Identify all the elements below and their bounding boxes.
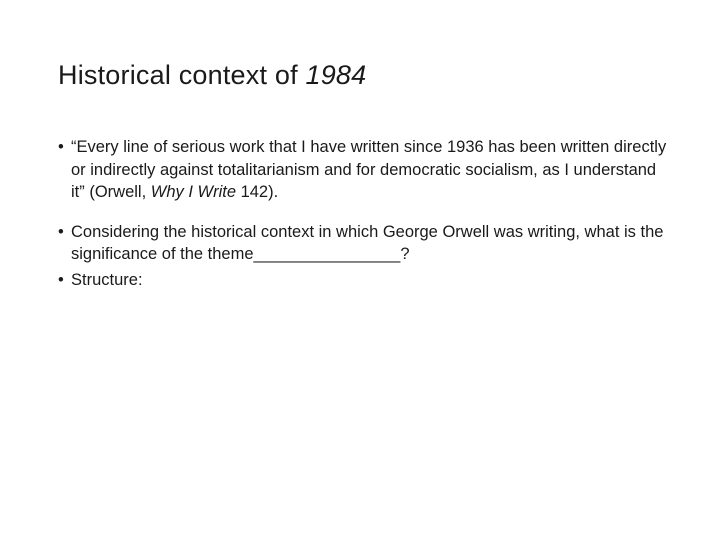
quote-text-before: “Every line of serious work that I have written since 1936 has been written directly or indirectly against totalitarianism and for democratic socialism, as I understand it” (Orwell,: [71, 138, 667, 201]
bullet-question: [58, 221, 668, 266]
slide-title: [58, 60, 366, 91]
bullet-dot: •: [58, 270, 64, 289]
bullet-dot: •: [58, 222, 64, 241]
bullet-quote: [58, 136, 668, 204]
bullet-list: [58, 136, 668, 291]
bullet-structure: [58, 269, 668, 292]
title-prefix: Historical context of: [58, 60, 306, 90]
quote-source-title: Why I Write: [150, 183, 236, 201]
question-text: Considering the historical context in which George Orwell was writing, what is the significance of the theme________________?: [71, 222, 664, 263]
bullet-dot: •: [58, 138, 64, 156]
quote-text-after: 142).: [236, 183, 279, 201]
title-work: 1984: [305, 60, 367, 90]
structure-text: Structure:: [71, 270, 143, 289]
